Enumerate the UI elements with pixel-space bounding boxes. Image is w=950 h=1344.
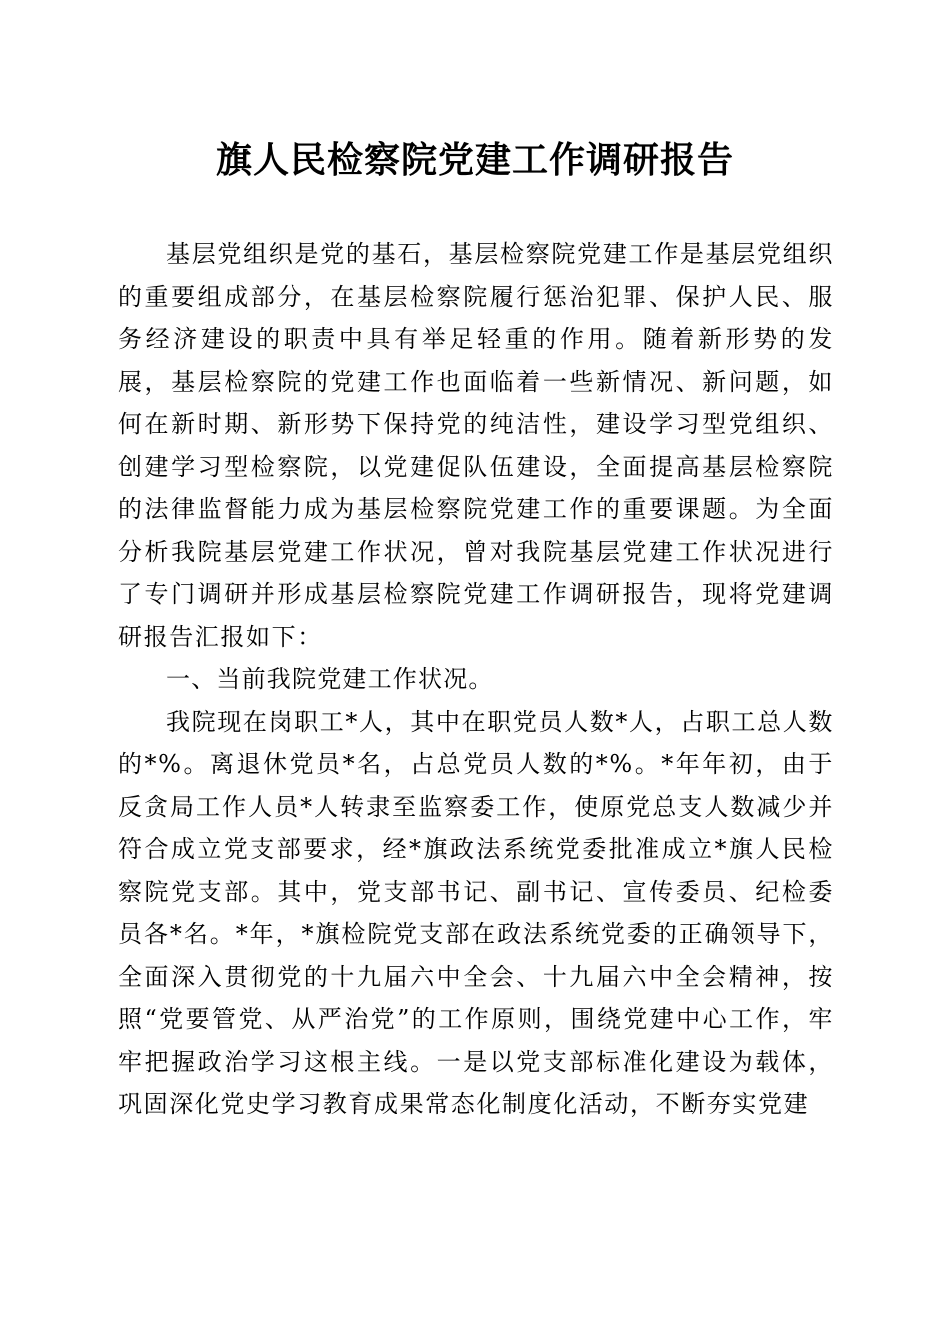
- section-heading: 一、当前我院党建工作状况。: [166, 665, 494, 693]
- section-paragraph: 我院现在岗职工*人，其中在职党员人数*人，占职工总人数的*%。离退休党员*名，占总党员人数的*%。*年年初，由于反贪局工作人员*人转隶至监察委工作，使原党总支人数减少并符合成立党支部要求，经*旗政法系统党委批准成立*旗人民检察院党支部。其中，党支部书记、副书记、宣传委员、纪检委员各*名。*年，*旗检院党支部在政法系统党委的正确领导下，全面深入贯彻党的十九届六中全会、十九届六中全会精神，按照“党要管党、从严治党”的工作原则，围绕党建中心工作，牢牢把握政治学习这根主线。一是以党支部标准化建设为载体，巩固深化党史学习教育成果常态化制度化活动，不断夯实党建: [118, 707, 834, 1118]
- intro-paragraph: 基层党组织是党的基石，基层检察院党建工作是基层党组织的重要组成部分，在基层检察院履行惩治犯罪、保护人民、服务经济建设的职责中具有举足轻重的作用。随着新形势的发展，基层检察院的党建工作也面临着一些新情况、新问题，如何在新时期、新形势下保持党的纯洁性，建设学习型党组织、创建学习型检察院，以党建促队伍建设，全面提高基层检察院的法律监督能力成为基层检察院党建工作的重要课题。为全面分析我院基层党建工作状况，曾对我院基层党建工作状况进行了专门调研并形成基层检察院党建工作调研报告，现将党建调研报告汇报如下：: [118, 240, 834, 651]
- document-body: [118, 233, 834, 1126]
- document-title: 旗人民检察院党建工作调研报告: [215, 139, 734, 181]
